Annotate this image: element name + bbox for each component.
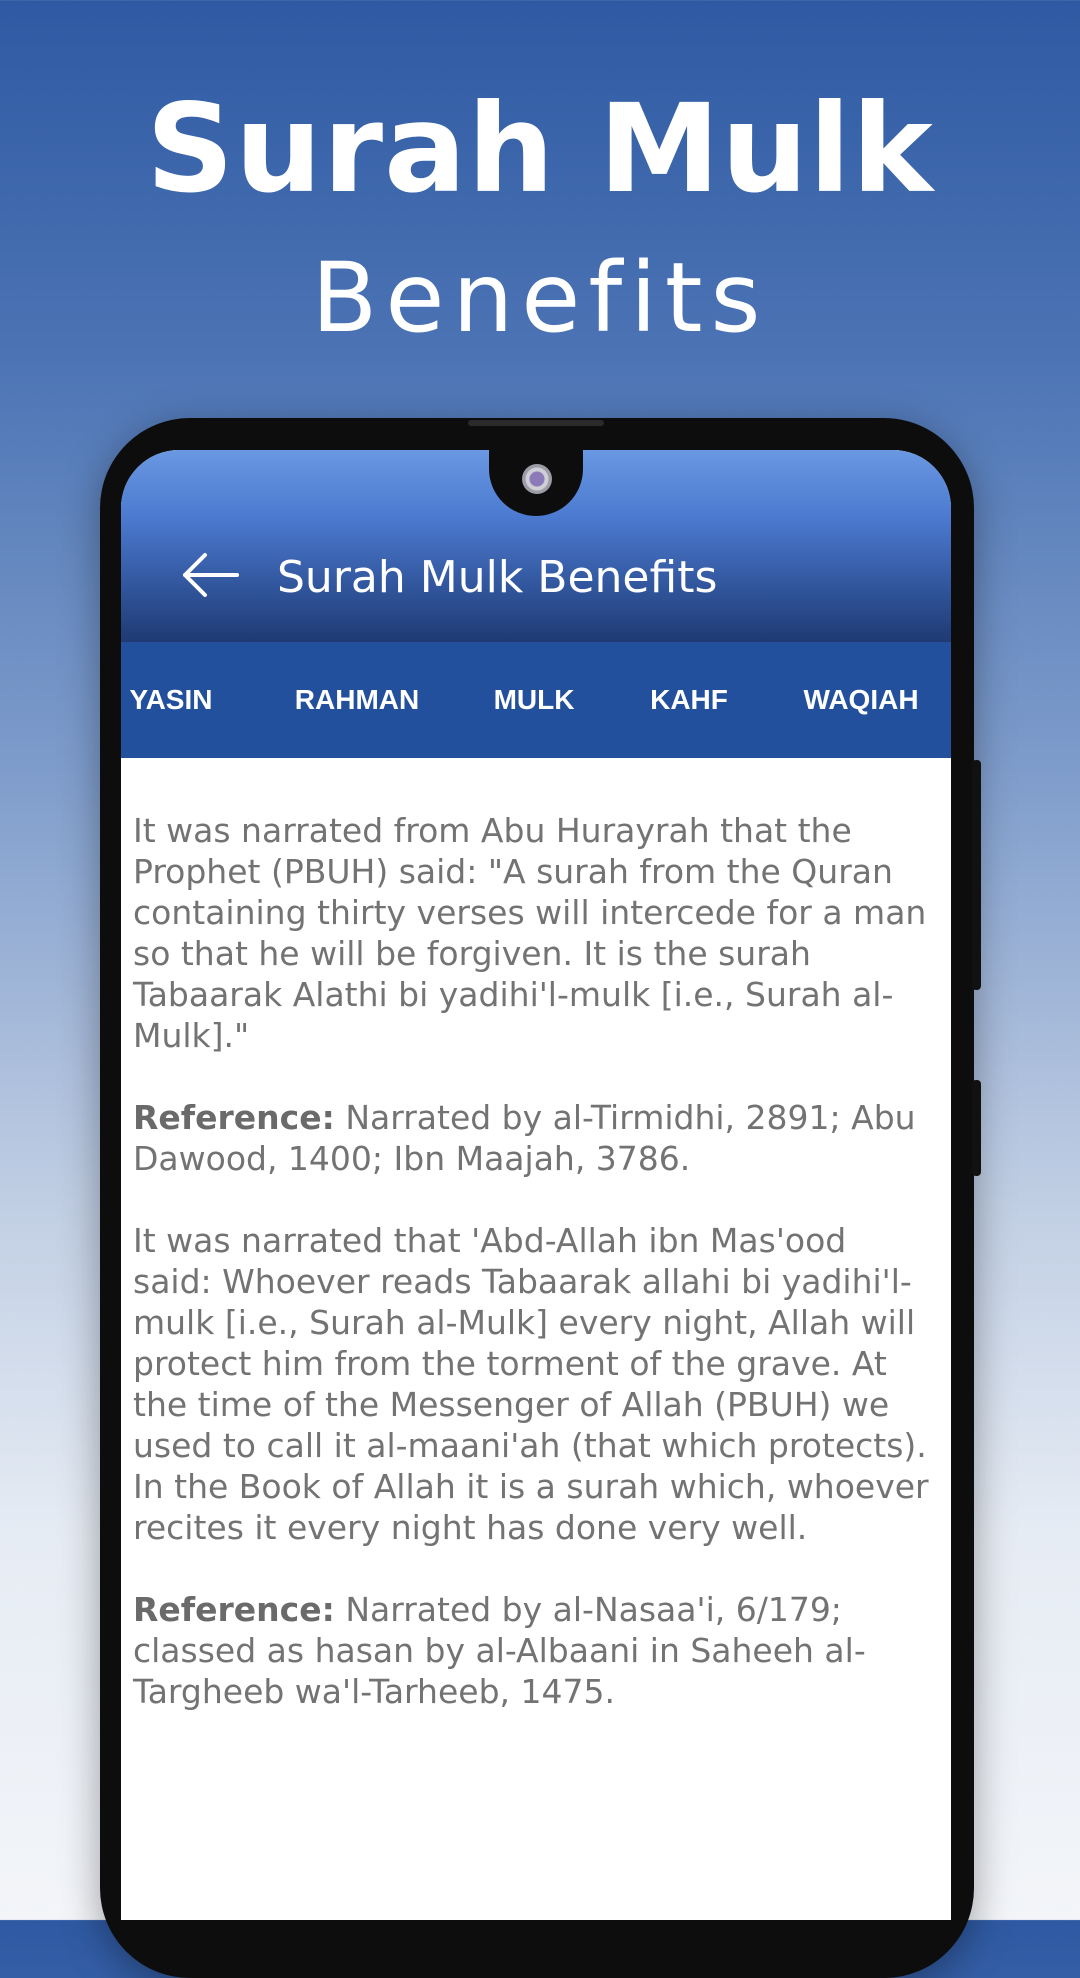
tab-rahman[interactable]: RAHMAN	[294, 684, 420, 715]
tab-waqiah[interactable]: WAQIAH	[803, 684, 919, 715]
promo-title: Surah Mulk	[146, 78, 934, 220]
benefits-content	[133, 810, 933, 1753]
tab-yasin[interactable]: YASIN	[129, 684, 213, 715]
app-bar	[121, 450, 951, 642]
phone-screen	[121, 450, 951, 1920]
reference-label: Reference:	[133, 1098, 335, 1137]
power-button	[972, 1080, 981, 1176]
hadith-paragraph-1: It was narrated from Abu Hurayrah that the Prophet (PBUH) said: "A surah from the Quran containing thirty verses will intercede for a man so that he will be forgiven. It is the surah Tabaarak Alathi bi yadihi'l-mulk [i.e., Surah al-Mulk]."	[133, 811, 927, 1055]
reference-label: Reference:	[133, 1590, 335, 1629]
tab-kahf[interactable]: KAHF	[650, 684, 728, 715]
earpiece-speaker	[468, 420, 604, 426]
reference-text: Narrated by al-Nasaa'i, 6/179; classed as hasan by al-Albaani in Saheeh al-Targheeb wa'l-Tarheeb, 1475.	[133, 1590, 866, 1711]
hadith-paragraph-2: It was narrated that 'Abd-Allah ibn Mas'ood said: Whoever reads Tabaarak allahi bi yadihi'l-mulk [i.e., Surah al-Mulk] every night, Allah will protect him from the torment of the grave. At the time of the Messenger of Allah (PBUH) we used to call it al-maani'ah (that which protects). In the Book of Allah it is a surah which, whoever recites it every night has done very well.	[133, 1221, 929, 1547]
camera-icon	[522, 464, 552, 494]
tab-bar	[121, 642, 951, 758]
reference-1	[133, 1097, 933, 1179]
reference-text: Narrated by al-Tirmidhi, 2891; Abu Dawood, 1400; Ibn Maajah, 3786.	[133, 1098, 916, 1178]
reference-2	[133, 1589, 933, 1712]
promo-subtitle: Benefits	[311, 242, 769, 354]
toolbar-title: Surah Mulk Benefits	[277, 552, 718, 603]
selected-tab-indicator	[456, 758, 612, 766]
arrow-left-icon[interactable]	[181, 550, 241, 600]
volume-button	[972, 760, 981, 990]
tab-mulk[interactable]: MULK	[493, 684, 575, 715]
